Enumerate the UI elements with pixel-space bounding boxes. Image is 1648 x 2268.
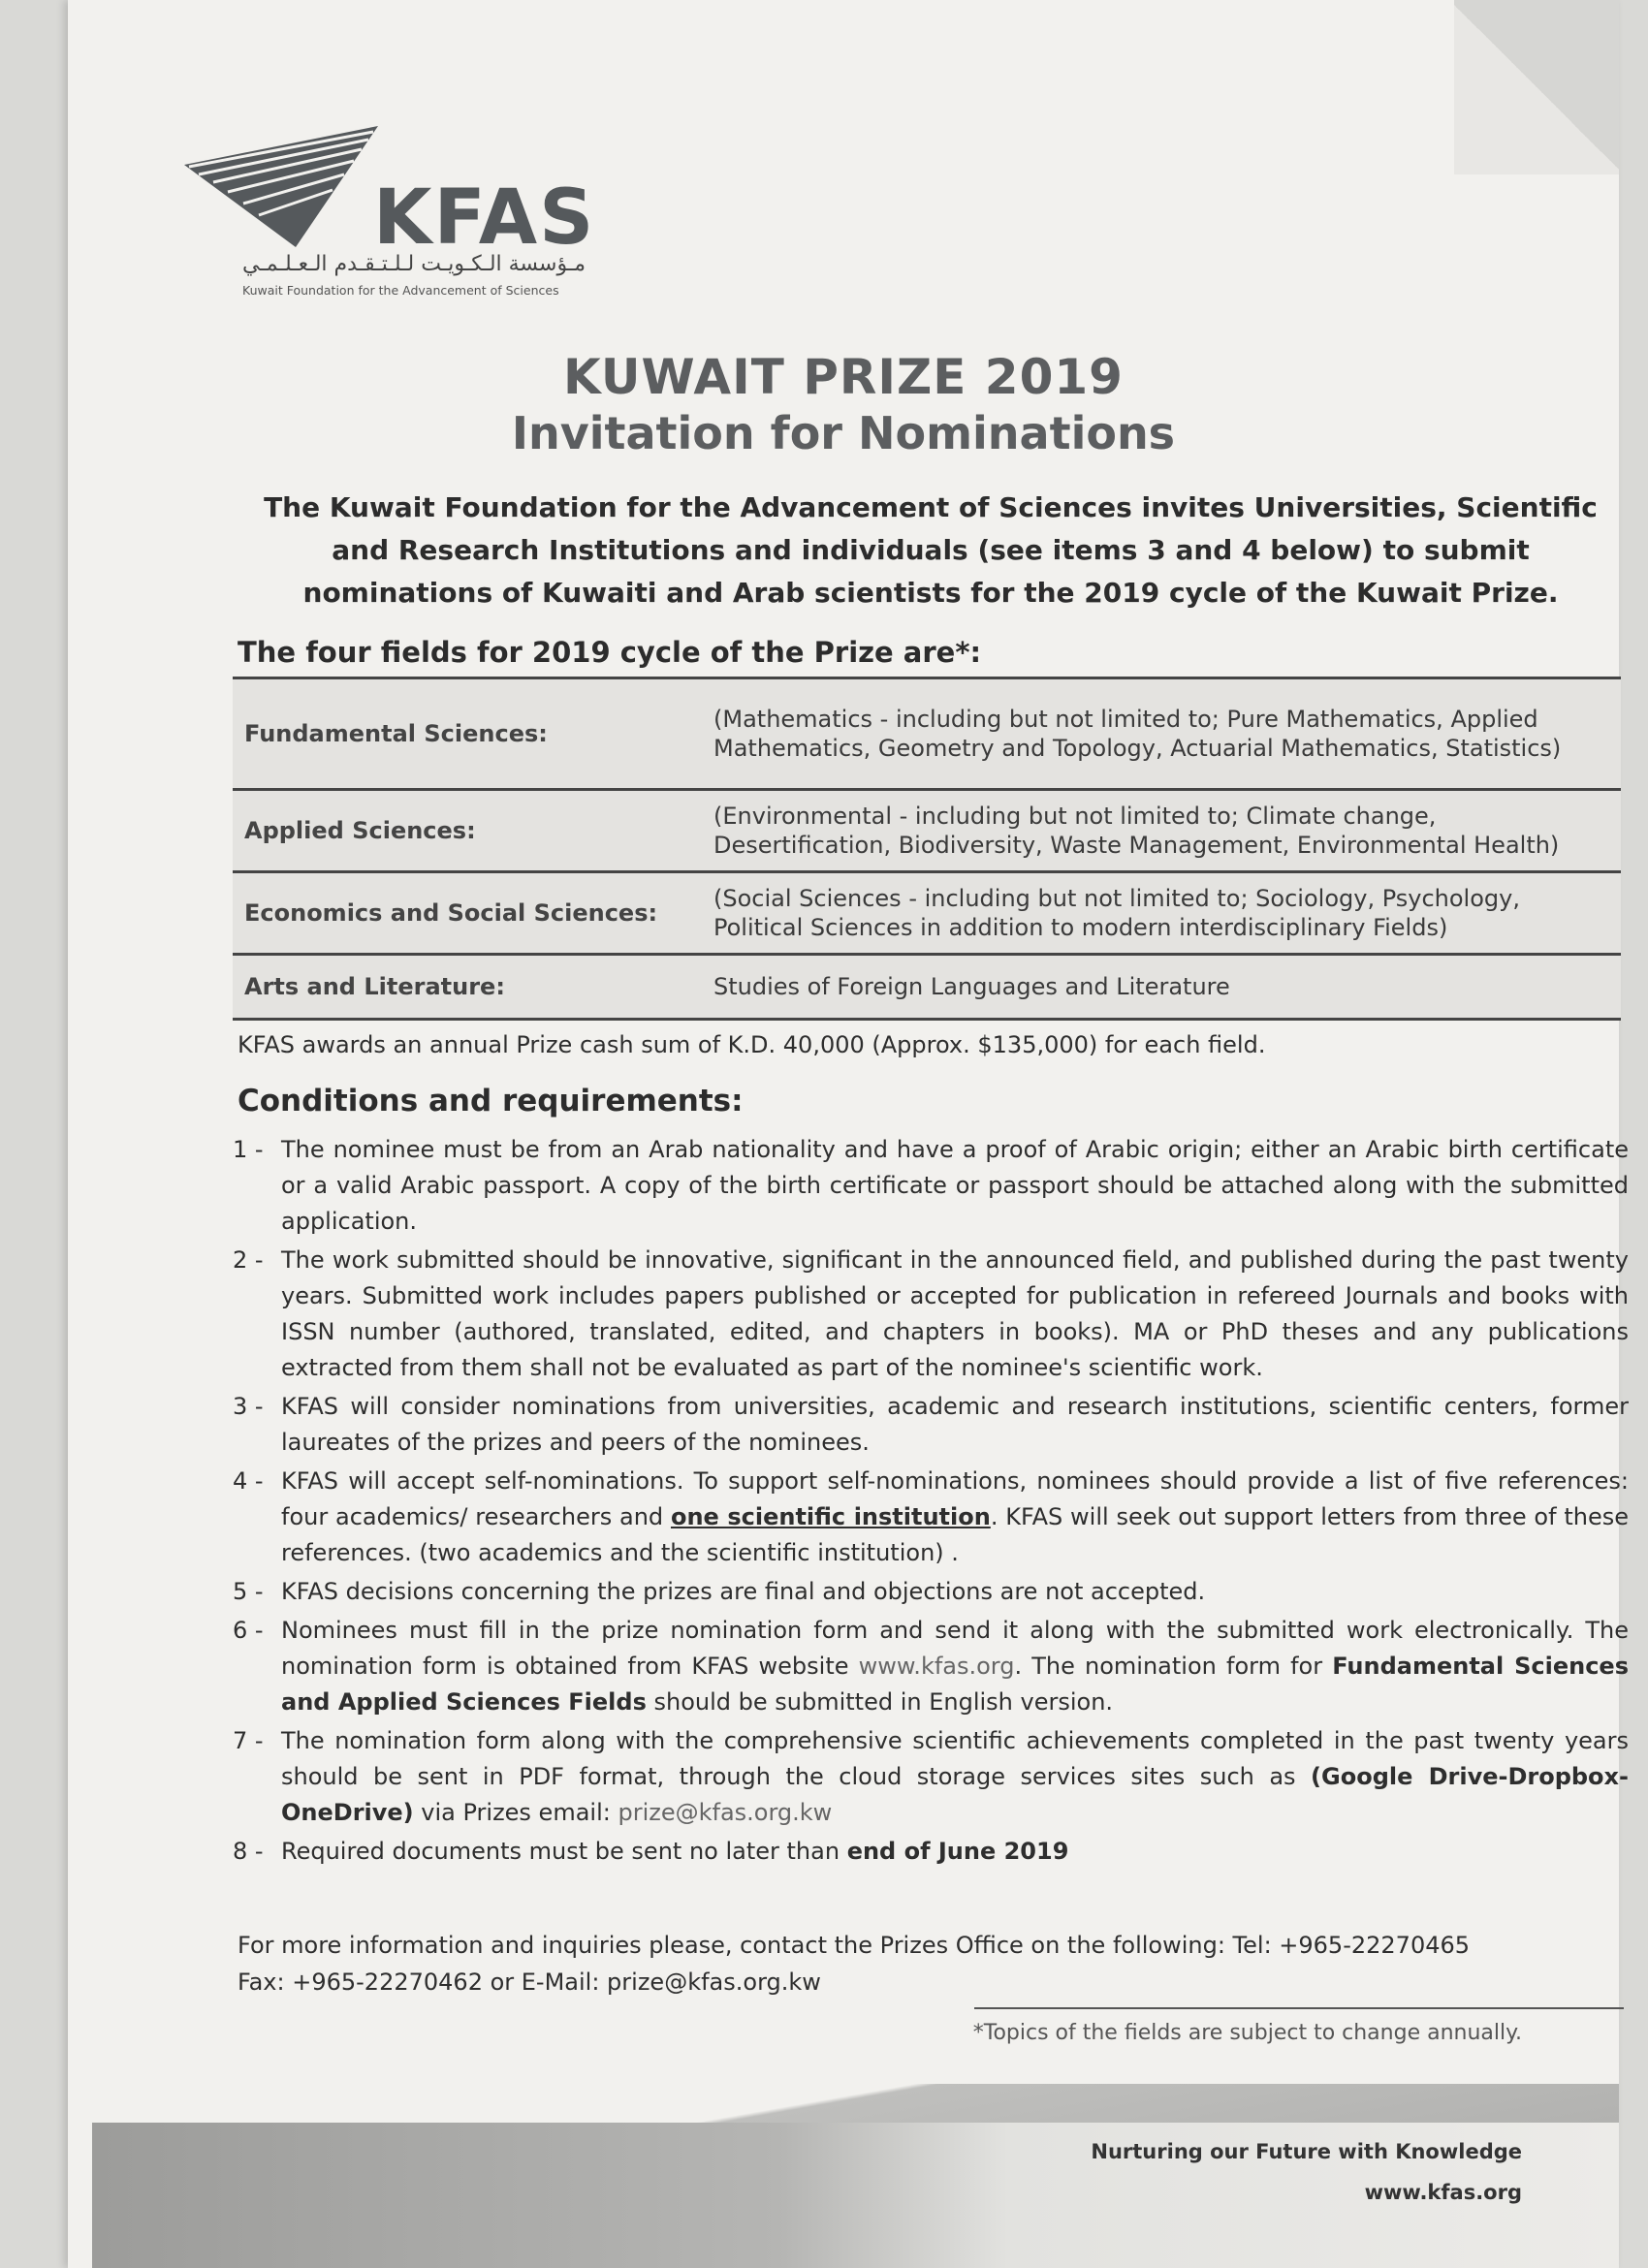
table-row [233, 678, 1621, 790]
intro-paragraph: The Kuwait Foundation for the Advancement of Sciences invites Universities, Scientific and Research Institutions and individuals (see items 3 and 4 below) to submit nominations of Kuwaiti and Arab scientists for the 2019 cycle of the Kuwait Prize. [264, 491, 1598, 609]
document-page [68, 0, 1629, 2268]
website-link[interactable]: www.kfas.org [858, 1653, 1015, 1680]
contact-line: For more information and inquiries please, contact the Prizes Office on the following: Tel: +965-22270465 [238, 1932, 1471, 1959]
item-text: KFAS will consider nominations from universities, academic and research institutions, scientific centers, former laureates of the prizes and peers of the nominees. [281, 1393, 1629, 1456]
conditions-list [233, 1132, 1629, 1873]
field-description: (Social Sciences - including but not limited to; Sociology, Psychology, Political Sciences in addition to modern interdisciplinary Fields) [702, 872, 1621, 955]
logo-english-name: Kuwait Foundation for the Advancement of Sciences [242, 283, 559, 298]
list-item [233, 1389, 1629, 1461]
footer-website[interactable]: www.kfas.org [1364, 2181, 1522, 2204]
footnote: *Topics of the fields are subject to change annually. [972, 2021, 1522, 2045]
item-text: . The nomination form for [1014, 1653, 1333, 1680]
item-number: 5 - [233, 1578, 264, 1605]
item-text: The nominee must be from an Arab nationality and have a proof of Arabic origin; either an Arabic birth certificate or a valid Arabic passport. A copy of the birth certificate or passport should be attached along with the submitted application. [281, 1136, 1629, 1235]
conditions-heading: Conditions and requirements: [238, 1084, 744, 1118]
page-corner-fold [1454, 0, 1619, 174]
logo-arabic-name: مـؤسسة الـكـويـت لـلـتـقـدم الـعـلـمـي [242, 252, 586, 276]
item-text: Required documents must be sent no later than [281, 1838, 847, 1865]
kfas-logo [179, 116, 596, 310]
item-text: should be submitted in English version. [646, 1688, 1114, 1716]
footer-tagline: Nurturing our Future with Knowledge [1091, 2140, 1522, 2163]
bold-text: Fundamental Sciences and Applied Sciences Fields [281, 1653, 1629, 1716]
item-text: KFAS decisions concerning the prizes are final and objections are not accepted. [281, 1578, 1206, 1605]
item-number: 8 - [233, 1838, 264, 1865]
item-text: via Prizes email: [413, 1799, 618, 1826]
field-name: Fundamental Sciences: [233, 678, 702, 790]
item-number: 4 - [233, 1467, 264, 1495]
item-text: KFAS will accept self-nominations. To support self-nominations, nominees should provide a list of five references: four academics/ researchers and [281, 1467, 1629, 1530]
underlined-text: one scientific institution [670, 1503, 991, 1530]
item-number: 6 - [233, 1617, 264, 1644]
bold-text: (Google Drive-Dropbox-OneDrive) [281, 1763, 1629, 1826]
table-row [233, 790, 1621, 872]
item-text: The work submitted should be innovative, significant in the announced field, and published during the past twenty years. Submitted work includes papers published or accepted for publication in refereed Journals and books with ISSN number (authored, translated, edited, and chapters in books). MA or PhD theses and any publications extracted from them shall not be evaluated as part of the nominee's scientific work. [281, 1246, 1629, 1381]
field-name: Applied Sciences: [233, 790, 702, 872]
list-item [233, 1243, 1629, 1386]
list-item [233, 1574, 1629, 1610]
fields-heading: The four fields for 2019 cycle of the Prize are*: [238, 636, 982, 669]
footnote-divider [974, 2007, 1624, 2009]
kfas-logo-mark-icon [179, 126, 383, 252]
logo-wordmark: KFAS [373, 174, 596, 262]
contact-block [238, 1927, 1633, 2000]
field-name: Arts and Literature: [233, 955, 702, 1020]
item-text: Nominees must fill in the prize nomination form and send it along with the submitted work electronically. The nomination form is obtained from KFAS website [281, 1617, 1629, 1680]
item-text: . KFAS will seek out support letters from three of these references. (two academics and the scientific institution) . [281, 1503, 1629, 1566]
item-text: The nomination form along with the comprehensive scientific achievements completed in the past twenty years should be sent in PDF format, through the cloud storage services sites such as [281, 1727, 1629, 1790]
table-row [233, 955, 1621, 1020]
page-subtitle: Invitation for Nominations [511, 407, 1176, 459]
field-name: Economics and Social Sciences: [233, 872, 702, 955]
list-item [233, 1464, 1629, 1571]
fields-table [233, 677, 1621, 1021]
table-row [233, 872, 1621, 955]
page-title: KUWAIT PRIZE 2019 [563, 349, 1124, 405]
list-item [233, 1613, 1629, 1720]
item-number: 7 - [233, 1727, 264, 1754]
field-description: Studies of Foreign Languages and Literature [702, 955, 1621, 1020]
deadline-text: end of June 2019 [846, 1838, 1069, 1865]
list-item [233, 1723, 1629, 1831]
list-item [233, 1834, 1629, 1870]
item-number: 3 - [233, 1393, 264, 1420]
item-number: 1 - [233, 1136, 264, 1163]
contact-line: Fax: +965-22270462 or E-Mail: prize@kfas.org.kw [238, 1969, 821, 1996]
list-item [233, 1132, 1629, 1240]
email-link[interactable]: prize@kfas.org.kw [618, 1799, 833, 1826]
field-description: (Environmental - including but not limited to; Climate change, Desertification, Biodiversity, Waste Management, Environmental Health) [702, 790, 1621, 872]
field-description: (Mathematics - including but not limited to; Pure Mathematics, Applied Mathematics, Geometry and Topology, Actuarial Mathematics, Statistics) [702, 678, 1621, 790]
item-number: 2 - [233, 1246, 264, 1274]
award-statement: KFAS awards an annual Prize cash sum of K.D. 40,000 (Approx. $135,000) for each field. [238, 1031, 1266, 1058]
